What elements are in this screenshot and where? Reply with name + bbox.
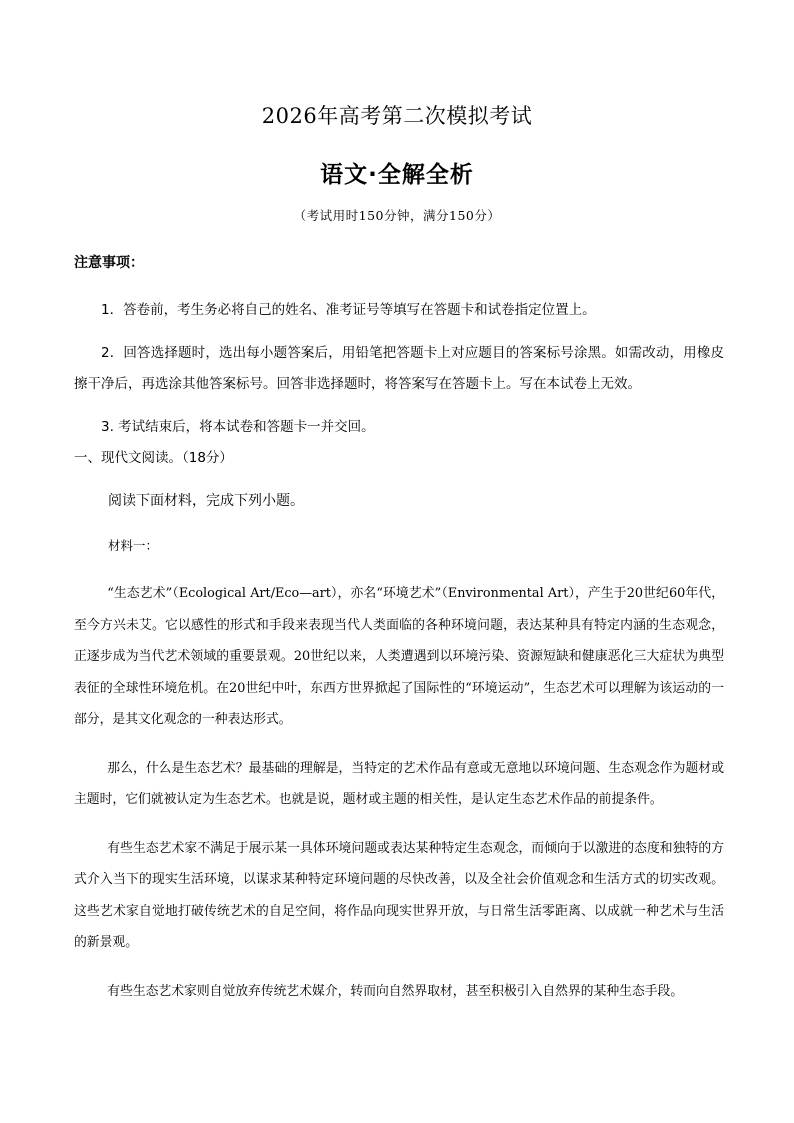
material-label: 材料一： [108, 538, 159, 553]
note-item-2: 2．回答选择题时，选出每小题答案后，用铅笔把答题卡上对应题目的答案标号涂黑。如需改动，用橡皮擦干净后，再选涂其他答案标号。回答非选择题时，将答案写在答题卡上。写在本试卷上无效。 [74, 345, 724, 392]
exam-title: 2026年高考第二次模拟考试 [261, 104, 533, 128]
material-paragraph-3: 有些生态艺术家不满足于展示某一具体环境问题或表达某种特定生态观念，而倾向于以激进的态度和独特的方式介入当下的现实生活环境，以谋求某种特定环境问题的尽快改善，以及全社会价值观念和生活方式的切实改观。这些艺术家自觉地打破传统艺术的自足空间，将作品向现实世界开放，与日常生活零距离、以成就一种艺术与生活的新景观。 [74, 840, 724, 950]
section-heading: 一、现代文阅读。（18分） [74, 450, 233, 466]
exam-time-note: （考试用时150分钟，满分150分） [293, 208, 501, 223]
material-paragraph-1: “生态艺术”（Ecological Art/Eco—art），亦名“环境艺术”（Environmental Art），产生于20世纪60年代，至今方兴未艾。它以感性的形式和手段来表现当代人类面临的各种环境问题，表达某种具有特定内涵的生态观念，正逐步成为当代艺术领域的重要景观。20世纪以来，人类遭遇到以环境污染、资源短缺和健康恶化三大症状为典型表征的全球性环境危机。在20世纪中叶，东西方世界掀起了国际性的“环境运动”，生态艺术可以理解为该运动的一部分，是其文化观念的一种表达形式。 [74, 586, 724, 727]
note-item-3: 3. 考试结束后，将本试卷和答题卡一并交回。 [101, 419, 375, 435]
notes-heading: 注意事项： [74, 255, 144, 271]
material-text [74, 578, 724, 1007]
note-item-1: 1．答卷前，考生务必将自己的姓名、准考证号等填写在答题卡和试卷指定位置上。 [101, 302, 596, 318]
material-paragraph-2: 那么，什么是生态艺术？最基础的理解是，当特定的艺术作品有意或无意地以环境问题、生态观念作为题材或主题时，它们就被认定为生态艺术。也就是说，题材或主题的相关性，是认定生态艺术作品的前提条件。 [74, 760, 724, 807]
material-paragraph-4: 有些生态艺术家则自觉放弃传统艺术媒介，转而向自然界取材，甚至积极引入自然界的某种生态手段。 [107, 983, 684, 999]
notes-list [74, 295, 724, 455]
exam-subtitle: 语文·全解全析 [320, 162, 474, 188]
reading-instruction: 阅读下面材料，完成下列小题。 [108, 493, 304, 509]
